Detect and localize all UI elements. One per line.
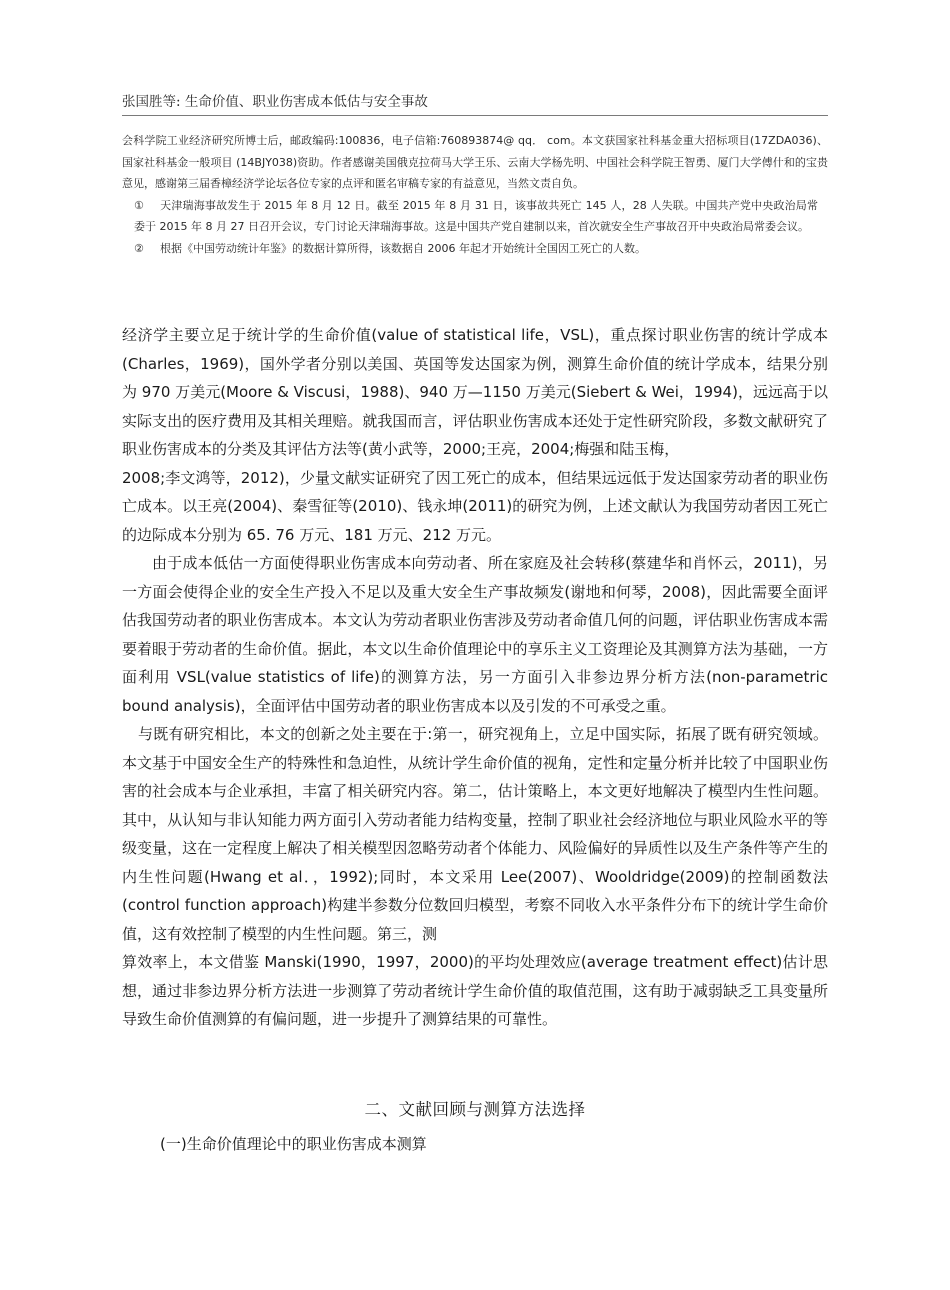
author-note: 会科学院工业经济研究所博士后，邮政编码:100836，电子信箱:760893874@ qq． com。本文获国家社科基金重大招标项目(17ZDA036)、国家社科基金一般项目 (14BJY038)资助。作者感谢美国俄克拉荷马大学王乐、云南大学杨先明、中国社会科学院王智勇、厦门大学傅什和的宝贵意见，感谢第三届香樟经济学论坛各位专家的点评和匿名审稿专家的有益意见，当然文责自负。 [122,134,828,190]
paragraph-1: 经济学主要立足于统计学的生命价值(value of statistical life，VSL)，重点探讨职业伤害的统计学成本(Charles，1969)，国外学者分别以美国、英国等发达国家为例，测算生命价值的统计学成本，结果分别为 970 万美元(Moore & Viscusi，1988)、940 万—1150 万美元(Siebert & Wei，1994)，远远高于以实际支出的医疗费用及其相关理赔。就我国而言，评估职业伤害成本还处于定性研究阶段，多数文献研究了职业伤害成本的分类及其评估方法等(黄小武等，2000;王亮，2004;梅强和陆玉梅， [122,326,828,458]
paragraph-1-continued: 2008;李文鸿等，2012)，少量文献实证研究了因工死亡的成本，但结果远远低于发达国家劳动者的职业伤亡成本。以王亮(2004)、秦雪征等(2010)、钱永坤(2011)的研究为例，上述文献认为我国劳动者因工死亡的边际成本分别为 65. 76 万元、181 万元、212 万元。 [122,468,828,544]
subsection-heading: (一)生命价值理论中的职业伤害成本测算 [160,1135,427,1153]
footnote-2-mark: ② [134,241,144,255]
footnote-1-text: 天津瑞海事故发生于 2015 年 8 月 12 日。截至 2015 年 8 月 31 日，该事故共死亡 145 人，28 人失联。中国共产党中央政治局常委于 2015 年 8 月 27 日召开会议，专门讨论天津瑞海事故。这是中国共产党自建制以来，首次就安全生产事故召开中央政治局常委会议。 [134,198,818,233]
footnote-2-text: 根据《中国劳动统计年鉴》的数据计算所得，该数据自 2006 年起才开始统计全国因工死亡的人数。 [160,241,646,255]
paper-page [122,0,828,1290]
footnote-2 [122,238,828,260]
footnote-block [122,130,828,259]
body-text [122,321,828,1034]
footnote-1 [122,195,828,238]
footnote-1-mark: ① [134,198,144,212]
paragraph-3: 与既有研究相比，本文的创新之处主要在于:第一，研究视角上，立足中国实际，拓展了既有研究领域。本文基于中国安全生产的特殊性和急迫性，从统计学生命价值的视角，定性和定量分析并比较了中国职业伤害的社会成本与企业承担，丰富了相关研究内容。第二，估计策略上，本文更好地解决了模型内生性问题。其中，从认知与非认知能力两方面引入劳动者能力结构变量，控制了职业社会经济地位与职业风险水平的等级变量，这在一定程度上解决了相关模型因忽略劳动者个体能力、风险偏好的异质性以及生产条件等产生的内生性问题(Hwang et al．，1992);同时，本文采用 Lee(2007)、Wooldridge(2009)的控制函数法(control function approach)构建半参数分位数回归模型，考察不同收入水平条件分布下的统计学生命价值，这有效控制了模型的内生性问题。第三，测 [122,725,828,943]
section-heading: 二、文献回顾与测算方法选择 [364,1100,586,1119]
paragraph-2: 由于成本低估一方面使得职业伤害成本向劳动者、所在家庭及社会转移(蔡建华和肖怀云，2011)，另一方面会使得企业的安全生产投入不足以及重大安全生产事故频发(谢地和何琴，2008)，因此需要全面评估我国劳动者的职业伤害成本。本文认为劳动者职业伤害涉及劳动者命值几何的问题，评估职业伤害成本需要着眼于劳动者的生命价值。据此，本文以生命价值理论中的享乐主义工资理论及其测算方法为基础，一方面利用 VSL(value statistics of life)的测算方法，另一方面引入非参边界分析方法(non-parametric bound analysis)，全面评估中国劳动者的职业伤害成本以及引发的不可承受之重。 [122,554,828,715]
header-divider [122,115,828,116]
running-header: 张国胜等: 生命价值、职业伤害成本低估与安全事故 [122,94,428,110]
paragraph-3-continued: 算效率上，本文借鉴 Manski(1990，1997，2000)的平均处理效应(average treatment effect)估计思想，通过非参边界分析方法进一步测算了劳动者统计学生命价值的取值范围，这有助于减弱缺乏工具变量所导致生命价值测算的有偏问题，进一步提升了测算结果的可靠性。 [122,953,828,1028]
